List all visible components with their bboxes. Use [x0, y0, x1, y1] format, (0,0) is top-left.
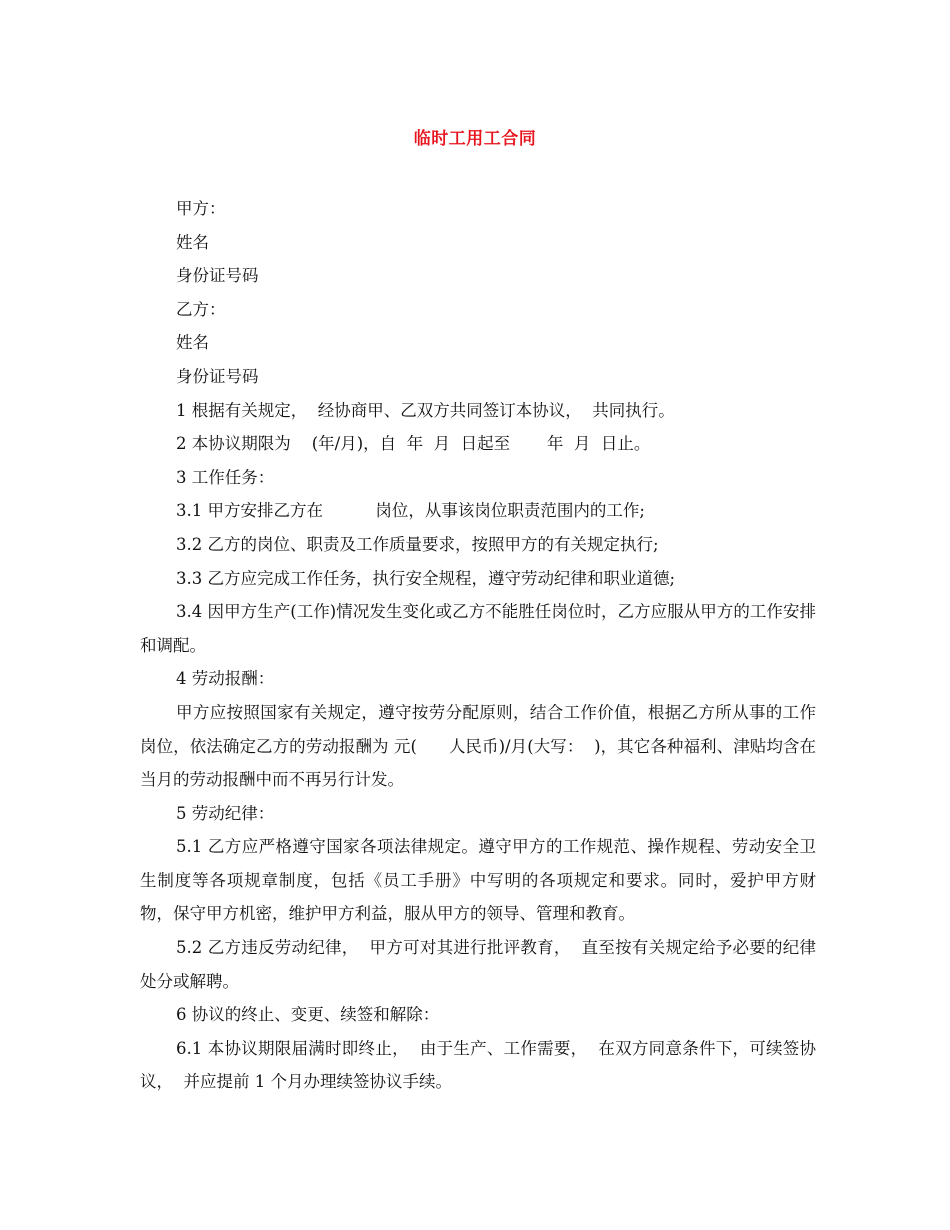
document-title: 临时工用工合同	[413, 129, 537, 149]
party-b-name-label: 姓名	[176, 333, 209, 353]
party-b-label: 乙方：	[176, 299, 226, 319]
clause-4-heading: 4 劳动报酬：	[176, 669, 275, 689]
clause-5-2: 5.2 乙方违反劳动纪律， 甲方可对其进行批评教育， 直至按有关规定给予必要的纪律处分或解聘。	[140, 938, 816, 991]
document-body	[140, 192, 816, 1099]
clause-3-heading: 3 工作任务：	[176, 467, 275, 487]
clause-3-2: 3.2 乙方的岗位、职责及工作质量要求，按照甲方的有关规定执行;	[176, 534, 659, 554]
clause-4-body: 甲方应按照国家有关规定，遵守按劳分配原则，结合工作价值，根据乙方所从事的工作岗位，依法确定乙方的劳动报酬为 元( 人民币)/月(大写： )，其它各种福利、津贴均含在当月的劳动报酬中而不再另行计发。	[140, 702, 816, 790]
clause-5-1: 5.1 乙方应严格遵守国家各项法律规定。遵守甲方的工作规范、操作规程、劳动安全卫生制度等各项规章制度，包括《员工手册》中写明的各项规定和要求。同时，爱护甲方财物，保守甲方机密，维护甲方利益，服从甲方的领导、管理和教育。	[140, 837, 816, 924]
clause-3-4: 3.4 因甲方生产(工作)情况发生变化或乙方不能胜任岗位时，乙方应服从甲方的工作安排和调配。	[140, 602, 816, 655]
clause-1: 1 根据有关规定， 经协商甲、乙双方共同签订本协议， 共同执行。	[176, 400, 675, 420]
clause-6-heading: 6 协议的终止、变更、续签和解除：	[176, 1005, 440, 1025]
party-b-id-label: 身份证号码	[176, 366, 259, 386]
clause-6-1: 6.1 本协议期限届满时即终止， 由于生产、工作需要， 在双方同意条件下，可续签协议， 并应提前 1 个月办理续签协议手续。	[140, 1038, 816, 1092]
clause-3-1: 3.1 甲方安排乙方在 岗位，从事该岗位职责范围内的工作;	[176, 501, 645, 521]
clause-2: 2 本协议期限为 (年/月)，自 年 月 日起至 年 月 日止。	[176, 434, 651, 454]
clause-5-heading: 5 劳动纪律：	[176, 803, 275, 823]
party-a-label: 甲方：	[176, 199, 226, 218]
party-a-name-label: 姓名	[176, 232, 209, 252]
clause-3-3: 3.3 乙方应完成工作任务，执行安全规程，遵守劳动纪律和职业道德;	[176, 568, 676, 588]
party-a-id-label: 身份证号码	[176, 266, 259, 286]
